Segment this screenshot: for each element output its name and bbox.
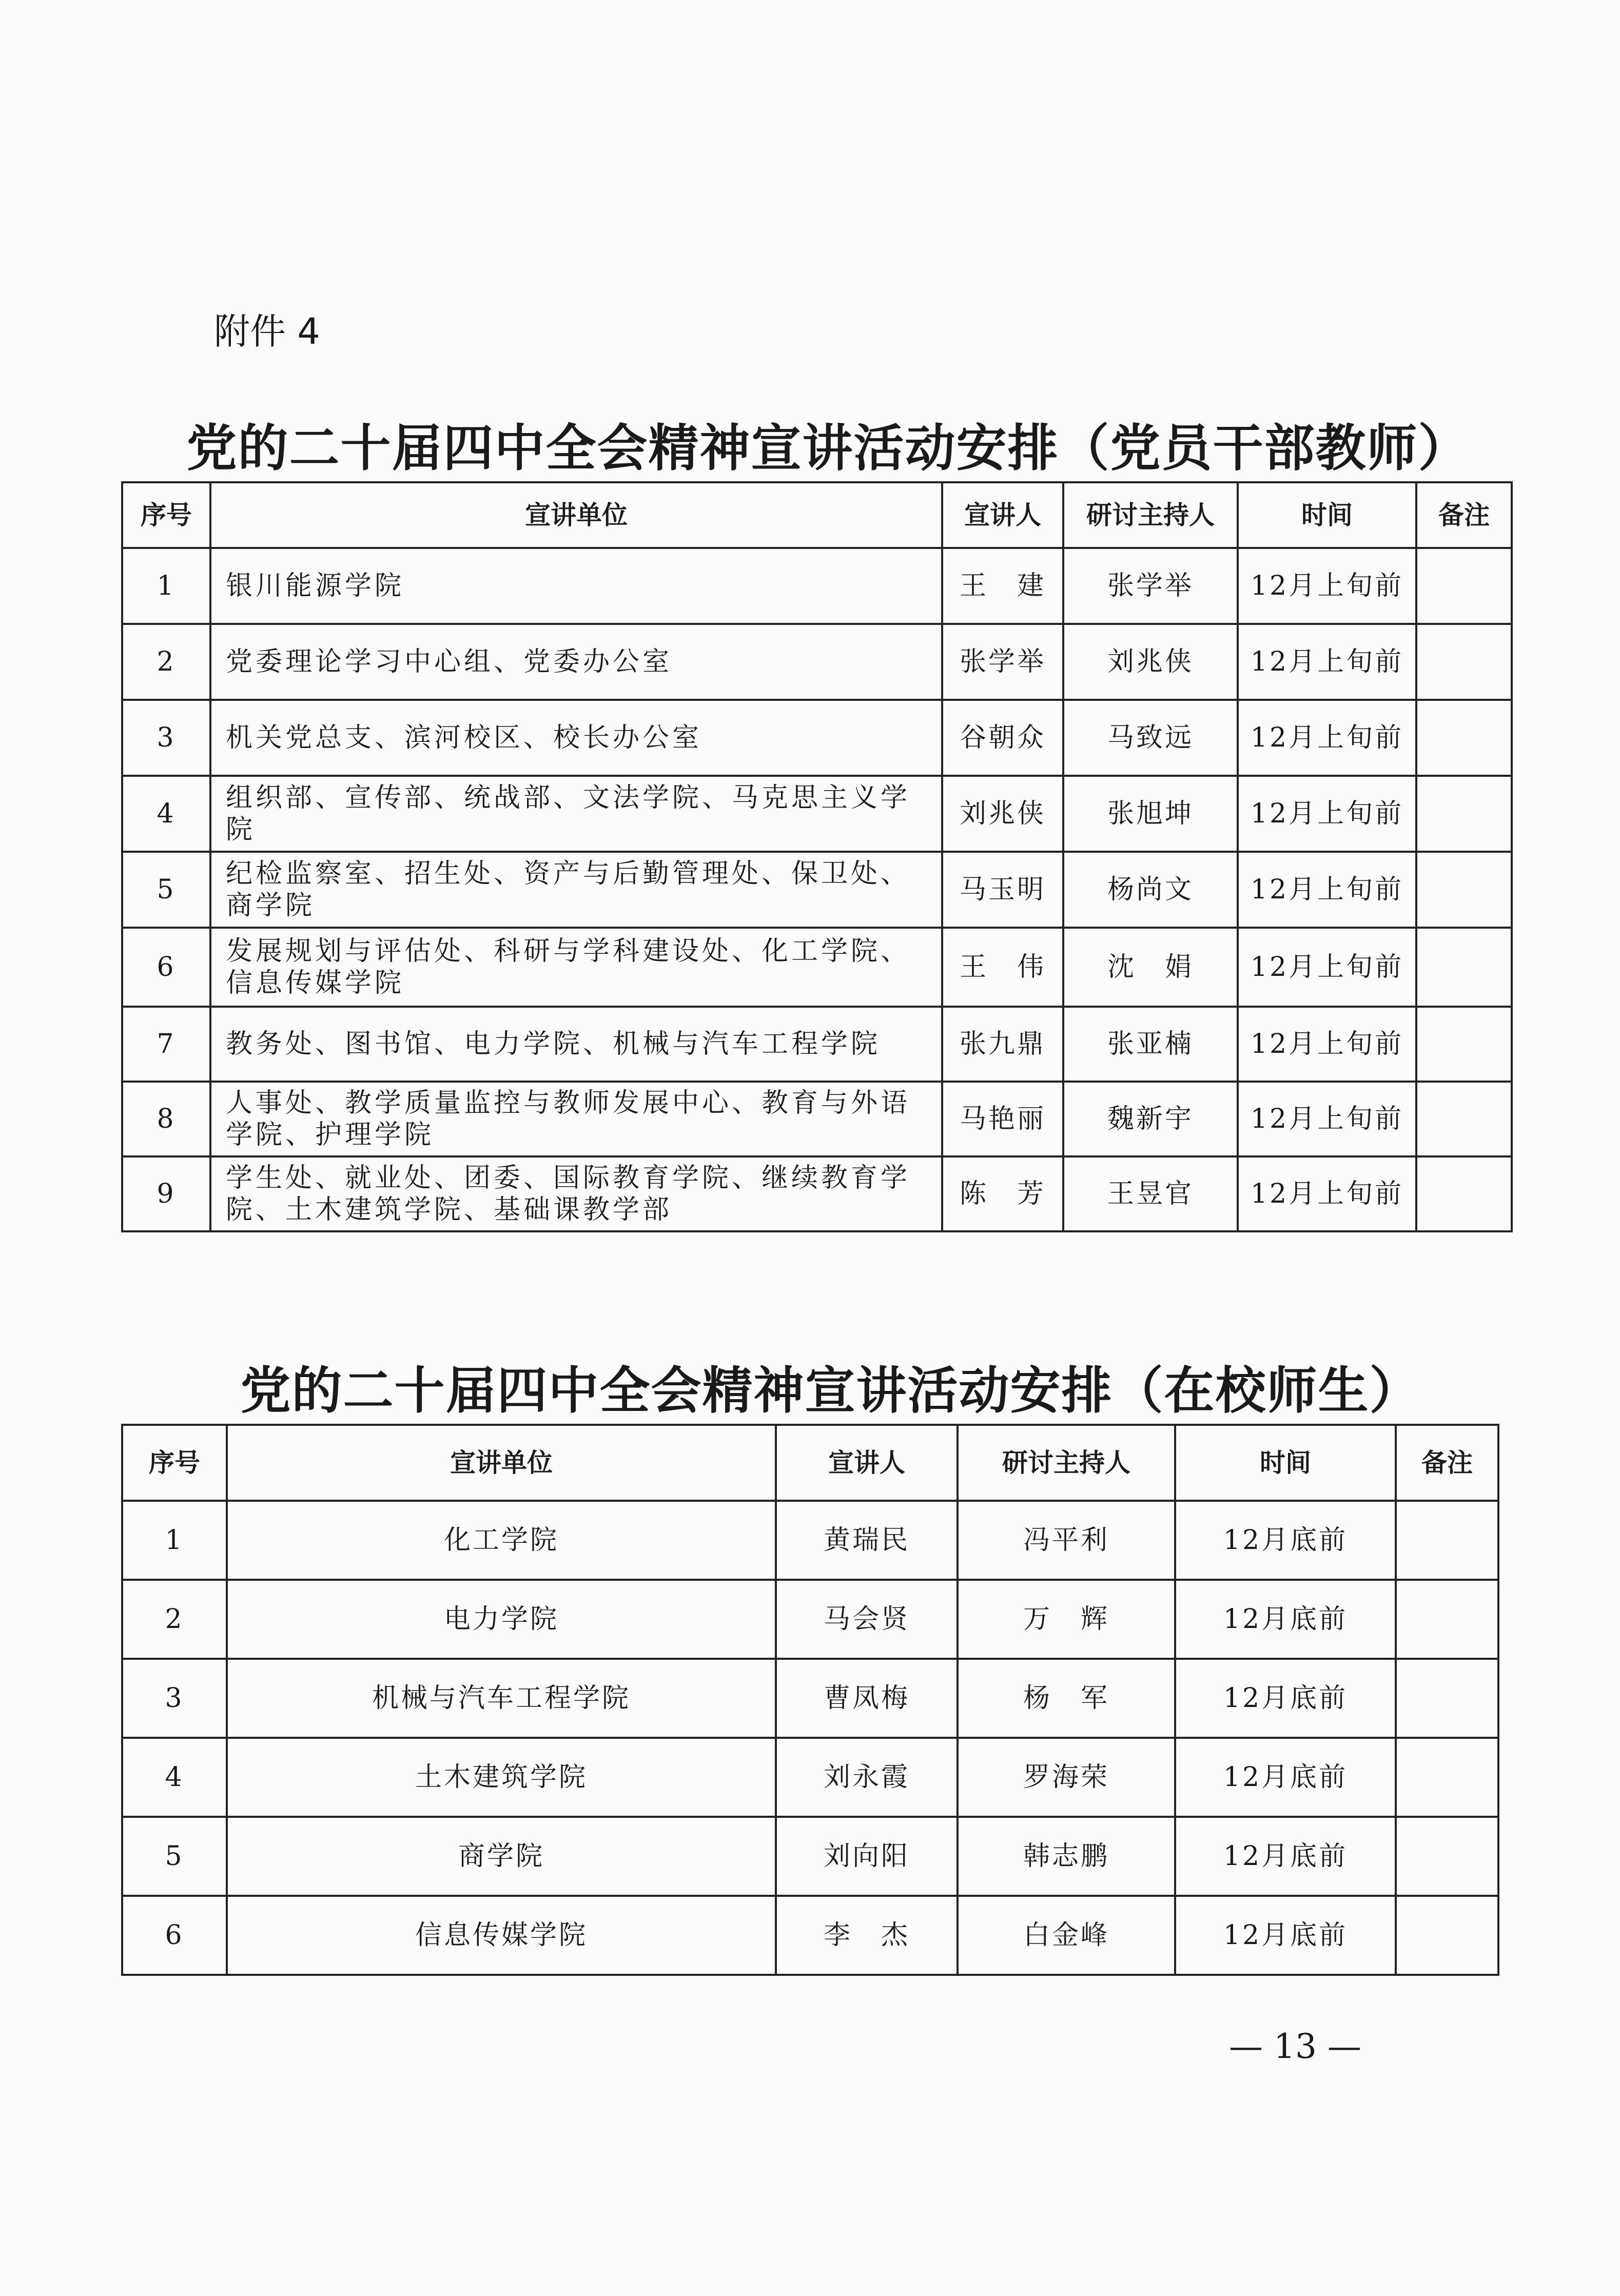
row-index-cell: 4 (122, 1738, 227, 1817)
table-row (122, 1817, 1498, 1896)
row-index-cell: 6 (122, 928, 210, 1007)
unit-cell: 发展规划与评估处、科研与学科建设处、化工学院、信息传媒学院 (210, 928, 942, 1007)
remark-cell (1396, 1580, 1498, 1659)
unit-cell: 组织部、宣传部、统战部、文法学院、马克思主义学院 (210, 776, 942, 852)
unit-cell: 学生处、就业处、团委、国际教育学院、继续教育学院、土木建筑学院、基础课教学部 (210, 1156, 942, 1231)
speaker-cell: 黄瑞民 (776, 1501, 958, 1580)
attachment-label: 附件 4 (214, 310, 320, 352)
unit-cell: 机械与汽车工程学院 (227, 1659, 776, 1738)
table2-title: 党的二十届四中全会精神宣讲活动安排（在校师生） (240, 1361, 1421, 1420)
time-cell: 12月底前 (1175, 1501, 1396, 1580)
table-row (122, 1007, 1512, 1082)
table-row (122, 928, 1512, 1007)
remark-cell (1396, 1817, 1498, 1896)
speaker-cell: 曹凤梅 (776, 1659, 958, 1738)
speaker-cell: 马玉明 (942, 852, 1063, 928)
speaker-cell: 陈 芳 (942, 1156, 1063, 1231)
remark-cell (1396, 1896, 1498, 1975)
row-index-cell: 5 (122, 852, 210, 928)
speaker-cell: 马艳丽 (942, 1082, 1063, 1156)
table-row (122, 1580, 1498, 1659)
table-row (122, 1659, 1498, 1738)
table-row (122, 1896, 1498, 1975)
host-cell: 韩志鹏 (958, 1817, 1175, 1896)
unit-cell: 教务处、图书馆、电力学院、机械与汽车工程学院 (210, 1007, 942, 1082)
host-cell: 王昱官 (1063, 1156, 1238, 1231)
row-index-cell: 2 (122, 1580, 227, 1659)
header-cell: 备注 (1396, 1425, 1498, 1501)
host-cell: 张亚楠 (1063, 1007, 1238, 1082)
table-row (122, 1082, 1512, 1156)
header-cell: 宣讲单位 (227, 1425, 776, 1501)
row-index-cell: 9 (122, 1156, 210, 1231)
host-cell: 刘兆侠 (1063, 624, 1238, 700)
remark-cell (1416, 700, 1512, 776)
remark-cell (1396, 1738, 1498, 1817)
header-cell: 宣讲人 (942, 482, 1063, 548)
table-row (122, 1501, 1498, 1580)
unit-cell: 党委理论学习中心组、党委办公室 (210, 624, 942, 700)
remark-cell (1416, 1007, 1512, 1082)
speaker-cell: 李 杰 (776, 1896, 958, 1975)
header-cell: 序号 (122, 1425, 227, 1501)
row-index-cell: 2 (122, 624, 210, 700)
header-cell: 宣讲人 (776, 1425, 958, 1501)
remark-cell (1396, 1501, 1498, 1580)
host-cell: 魏新宇 (1063, 1082, 1238, 1156)
remark-cell (1416, 624, 1512, 700)
speaker-cell: 王 伟 (942, 928, 1063, 1007)
remark-cell (1396, 1659, 1498, 1738)
host-cell: 万 辉 (958, 1580, 1175, 1659)
header-cell: 研讨主持人 (1063, 482, 1238, 548)
host-cell: 冯平利 (958, 1501, 1175, 1580)
unit-cell: 电力学院 (227, 1580, 776, 1659)
table-row (122, 852, 1512, 928)
unit-cell: 商学院 (227, 1817, 776, 1896)
table1-title: 党的二十届四中全会精神宣讲活动安排（党员干部教师） (186, 419, 1470, 478)
speaker-cell: 刘向阳 (776, 1817, 958, 1896)
unit-cell: 信息传媒学院 (227, 1896, 776, 1975)
time-cell: 12月底前 (1175, 1896, 1396, 1975)
table-row (122, 1738, 1498, 1817)
header-cell: 研讨主持人 (958, 1425, 1175, 1501)
host-cell: 白金峰 (958, 1896, 1175, 1975)
row-index-cell: 7 (122, 1007, 210, 1082)
time-cell: 12月上旬前 (1238, 624, 1416, 700)
host-cell: 张旭坤 (1063, 776, 1238, 852)
remark-cell (1416, 852, 1512, 928)
speaker-cell: 王 建 (942, 548, 1063, 624)
time-cell: 12月上旬前 (1238, 1007, 1416, 1082)
header-cell: 宣讲单位 (210, 482, 942, 548)
header-cell: 序号 (122, 482, 210, 548)
time-cell: 12月上旬前 (1238, 700, 1416, 776)
time-cell: 12月上旬前 (1238, 852, 1416, 928)
row-index-cell: 8 (122, 1082, 210, 1156)
time-cell: 12月上旬前 (1238, 776, 1416, 852)
time-cell: 12月底前 (1175, 1817, 1396, 1896)
table-row (122, 548, 1512, 624)
time-cell: 12月上旬前 (1238, 928, 1416, 1007)
remark-cell (1416, 1082, 1512, 1156)
unit-cell: 化工学院 (227, 1501, 776, 1580)
unit-cell: 土木建筑学院 (227, 1738, 776, 1817)
remark-cell (1416, 548, 1512, 624)
row-index-cell: 4 (122, 776, 210, 852)
host-cell: 杨尚文 (1063, 852, 1238, 928)
row-index-cell: 3 (122, 700, 210, 776)
host-cell: 马致远 (1063, 700, 1238, 776)
host-cell: 罗海荣 (958, 1738, 1175, 1817)
time-cell: 12月上旬前 (1238, 1082, 1416, 1156)
unit-cell: 纪检监察室、招生处、资产与后勤管理处、保卫处、商学院 (210, 852, 942, 928)
time-cell: 12月上旬前 (1238, 548, 1416, 624)
row-index-cell: 1 (122, 548, 210, 624)
page-number: — 13 — (1229, 2027, 1361, 2066)
schedule-table-cadres (121, 481, 1513, 1232)
table-row (122, 1156, 1512, 1231)
row-index-cell: 5 (122, 1817, 227, 1896)
table-row (122, 624, 1512, 700)
remark-cell (1416, 928, 1512, 1007)
speaker-cell: 张九鼎 (942, 1007, 1063, 1082)
speaker-cell: 刘永霞 (776, 1738, 958, 1817)
speaker-cell: 刘兆侠 (942, 776, 1063, 852)
header-cell: 时间 (1175, 1425, 1396, 1501)
table-header-row (122, 1425, 1498, 1501)
unit-cell: 银川能源学院 (210, 548, 942, 624)
schedule-table-students (121, 1424, 1499, 1976)
host-cell: 沈 娟 (1063, 928, 1238, 1007)
remark-cell (1416, 1156, 1512, 1231)
time-cell: 12月底前 (1175, 1659, 1396, 1738)
table-header-row (122, 482, 1512, 548)
header-cell: 时间 (1238, 482, 1416, 548)
host-cell: 杨 军 (958, 1659, 1175, 1738)
time-cell: 12月底前 (1175, 1580, 1396, 1659)
row-index-cell: 3 (122, 1659, 227, 1738)
unit-cell: 人事处、教学质量监控与教师发展中心、教育与外语学院、护理学院 (210, 1082, 942, 1156)
table-row (122, 776, 1512, 852)
row-index-cell: 1 (122, 1501, 227, 1580)
time-cell: 12月底前 (1175, 1738, 1396, 1817)
speaker-cell: 张学举 (942, 624, 1063, 700)
row-index-cell: 6 (122, 1896, 227, 1975)
host-cell: 张学举 (1063, 548, 1238, 624)
time-cell: 12月上旬前 (1238, 1156, 1416, 1231)
table-row (122, 700, 1512, 776)
header-cell: 备注 (1416, 482, 1512, 548)
speaker-cell: 谷朝众 (942, 700, 1063, 776)
speaker-cell: 马会贤 (776, 1580, 958, 1659)
remark-cell (1416, 776, 1512, 852)
unit-cell: 机关党总支、滨河校区、校长办公室 (210, 700, 942, 776)
